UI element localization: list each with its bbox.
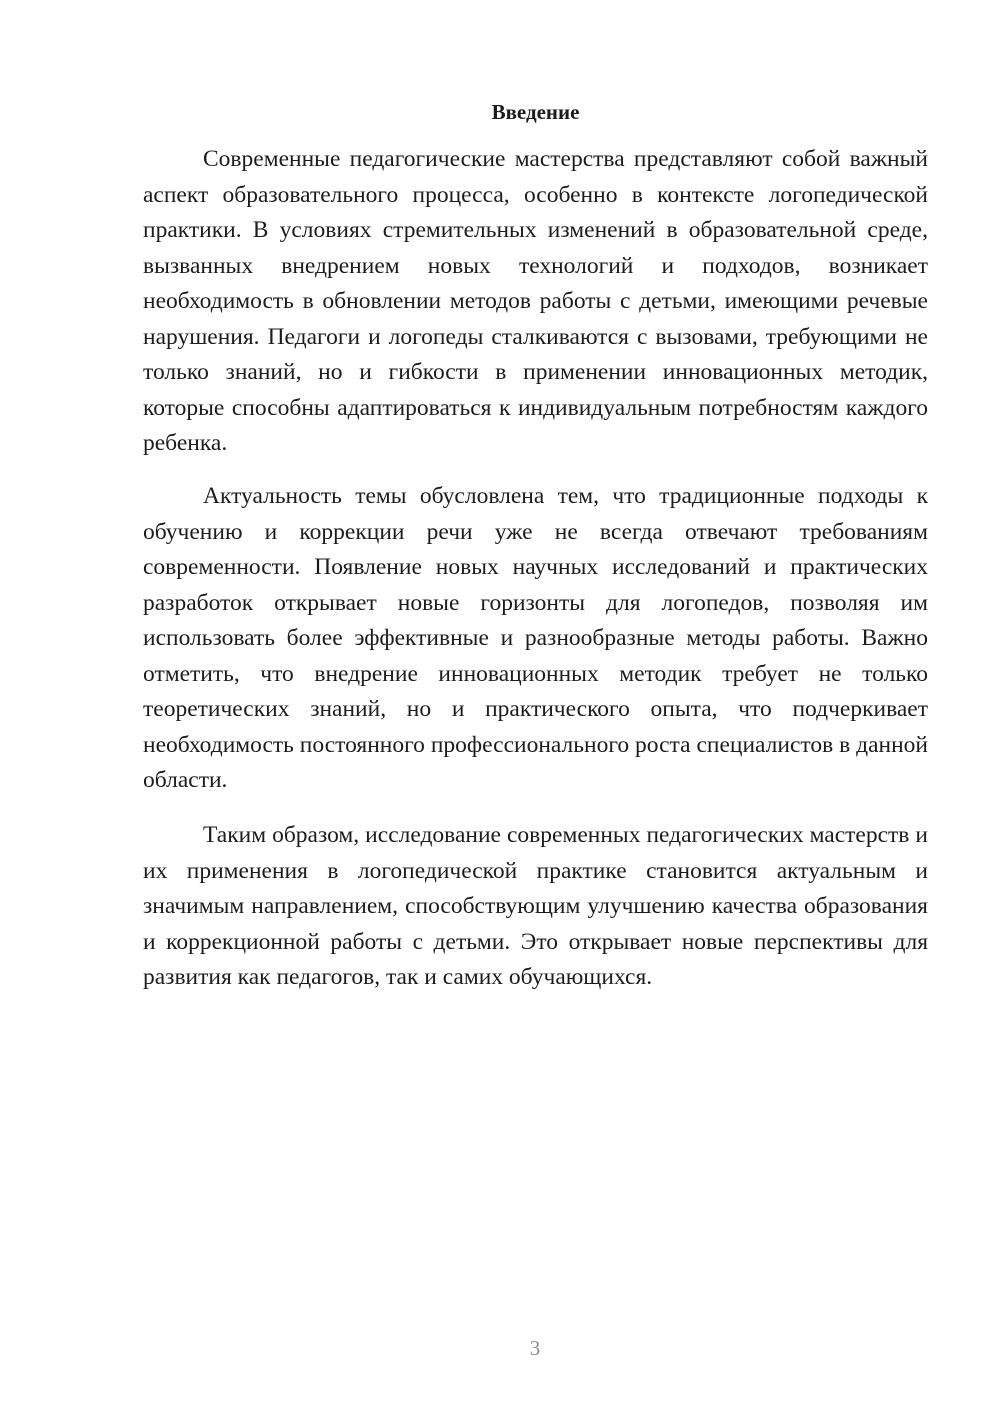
- section-title: Введение: [491, 100, 580, 124]
- paragraph-3: Таким образом, исследование современных педагогических мастерств и их применения в логопедической практике становится актуальным и значимым направлением, способствующим улучшению качества образования и коррекционной работы с детьми. Это открывает новые перспективы для развития как педагогов, так и самих обучающихся.: [143, 822, 928, 990]
- paragraph-2: Актуальность темы обусловлена тем, что традиционные подходы к обучению и коррекции речи уже не всегда отвечают требованиям современности. Появление новых научных исследований и практических разработок открывает новые горизонты для логопедов, позволяя им использовать более эффективные и разнообразные методы работы. Важно отметить, что внедрение инновационных методик требует не только теоретических знаний, но и практического опыта, что подчеркивает необходимость постоянного профессионального роста специалистов в данной области.: [143, 483, 928, 793]
- paragraph-1: Современные педагогические мастерства представляют собой важный аспект образовательного процесса, особенно в контексте логопедической практики. В условиях стремительных изменений в образовательной среде, вызванных внедрением новых технологий и подходов, возникает необходимость в обновлении методов работы с детьми, имеющими речевые нарушения. Педагоги и логопеды сталкиваются с вызовами, требующими не только знаний, но и гибкости в применении инновационных методик, которые способны адаптироваться к индивидуальным потребностям каждого ребенка.: [143, 146, 928, 456]
- page-number: 3: [529, 1336, 541, 1360]
